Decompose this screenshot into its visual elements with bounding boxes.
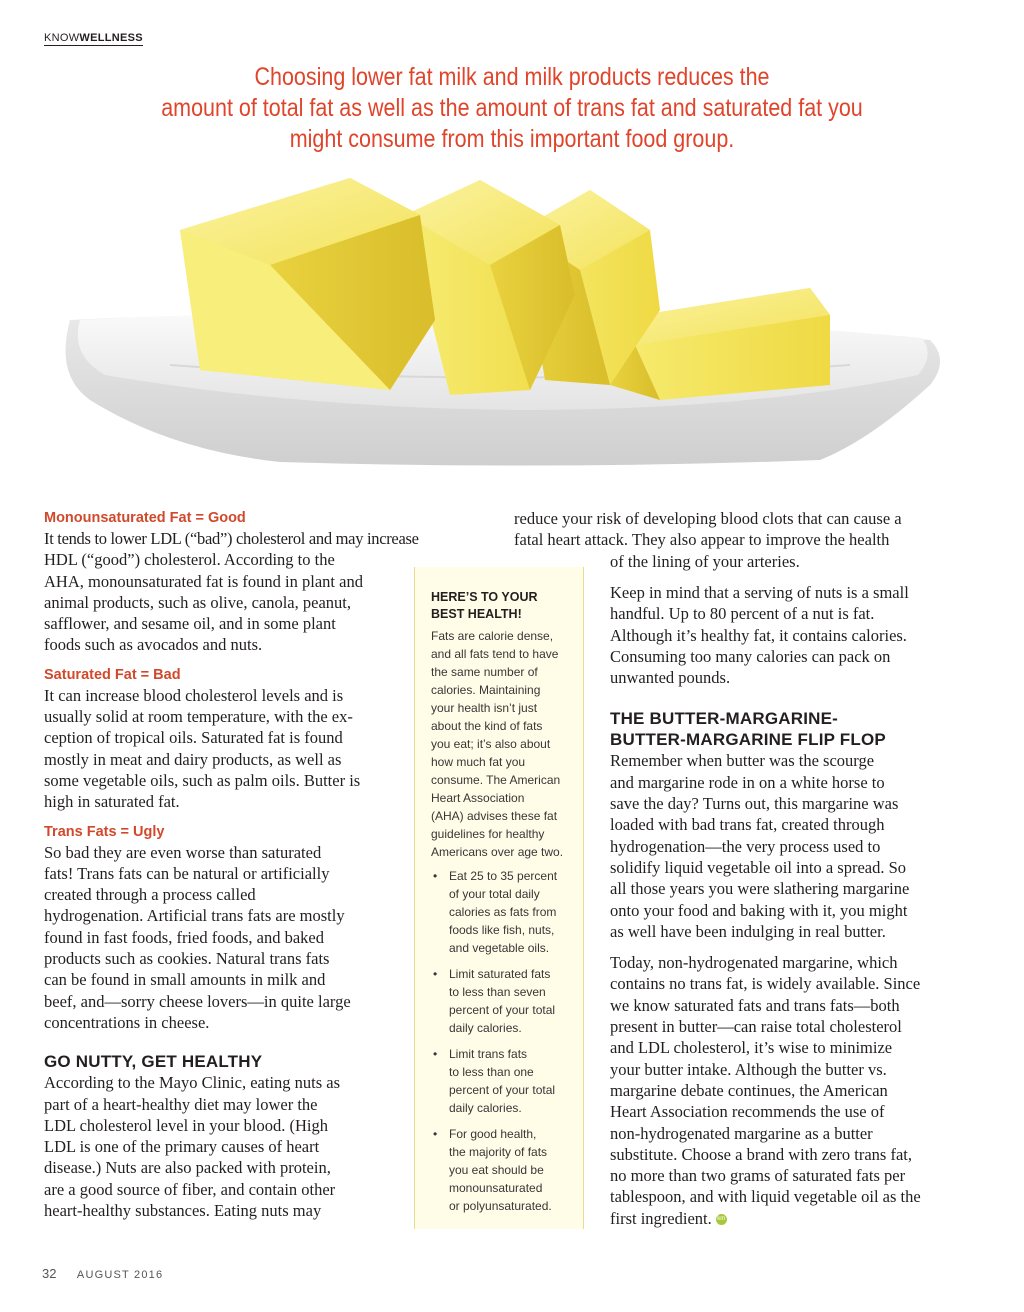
text-line: products such as cookies. Natural trans fats — [44, 949, 330, 969]
pull-quote — [158, 62, 867, 155]
text-line: calories. Maintaining — [431, 683, 541, 697]
text-line: to less than one — [449, 1065, 534, 1079]
text-line: usually solid at room temperature, with the ex- — [44, 707, 353, 727]
text-line: daily calories. — [449, 1021, 522, 1035]
text-line: safflower, and sesame oil, and in some plant — [44, 614, 336, 634]
text-line: animal products, such as olive, canola, peanut, — [44, 592, 351, 612]
text-line: onto your food and baking with it, you might — [610, 900, 908, 920]
sidebar-title — [431, 589, 573, 623]
bullet-icon: • — [433, 1047, 438, 1061]
text-line: some vegetable oils, such as palm oils. Butter is — [44, 770, 361, 790]
text-line: you eat; it’s also about — [431, 737, 551, 751]
text-line: reduce your risk of developing blood clots that can cause a — [514, 509, 902, 528]
right-column-top — [514, 508, 964, 572]
sidebar-intro — [431, 627, 573, 861]
heading-line: THE BUTTER-MARGARINE- — [610, 709, 839, 729]
text-line: guidelines for healthy — [431, 827, 545, 841]
bullet-icon: • — [433, 967, 438, 981]
text-line: daily calories. — [449, 1101, 522, 1115]
brand-part-wellness: WELLNESS — [79, 32, 143, 44]
text-line: or polyunsaturated. — [449, 1199, 552, 1213]
text-line: unwanted pounds. — [610, 668, 731, 688]
text-line: you eat should be — [449, 1163, 544, 1177]
text-line: present in butter—can raise total cholesterol — [610, 1017, 902, 1037]
issue-date: AUGUST 2016 — [76, 1269, 164, 1281]
text-line: and all fats tend to have — [431, 647, 559, 661]
sidebar-title-line: BEST HEALTH! — [431, 607, 522, 621]
text-line: the majority of fats — [449, 1145, 548, 1159]
text-line: part of a heart-healthy diet may lower the — [44, 1094, 318, 1114]
text-line: Americans over age two. — [431, 845, 564, 859]
text-line: concentrations in cheese. — [44, 1012, 210, 1032]
text-line: HDL (“good”) cholesterol. According to the — [44, 550, 335, 570]
right-column — [610, 582, 970, 1229]
text-line: AHA, monounsaturated fat is found in plant and — [44, 571, 363, 591]
trans-heading: Trans Fats = Ugly — [44, 823, 165, 840]
text-line: hydrogenation. Artificial trans fats are mostly — [44, 906, 345, 926]
text-line: substitute. Choose a brand with zero trans fat, — [610, 1144, 912, 1164]
health-sidebar — [414, 567, 584, 1229]
section-brand — [44, 32, 143, 46]
text-line: It tends to lower LDL (“bad”) cholesterol and may increase — [44, 529, 419, 548]
sidebar-title-line: HERE’S TO YOUR — [431, 590, 538, 604]
text-line: fatal heart attack. They also appear to improve the health — [514, 530, 890, 550]
text-line: Remember when butter was the scourge — [610, 751, 875, 771]
pull-quote-line: Choosing lower fat milk and milk products reduces the — [254, 63, 770, 91]
text-line: tablespoon, and with liquid vegetable oil as the — [610, 1187, 921, 1207]
text-line: Consuming too many calories can pack on — [610, 646, 891, 666]
text-line: we know saturated fats and trans fats—both — [610, 995, 900, 1015]
text-line: found in fast foods, fried foods, and baked — [44, 927, 324, 947]
text-line: how much fat you — [431, 755, 526, 769]
text-line: heart-healthy substances. Eating nuts may — [44, 1201, 322, 1221]
text-line: (AHA) advises these fat — [431, 809, 558, 823]
list-item — [431, 1125, 573, 1215]
sidebar-guideline-list — [431, 867, 573, 1215]
page-footer — [42, 1265, 163, 1283]
text-line: high in saturated fat. — [44, 792, 180, 812]
bullet-icon: • — [433, 1127, 438, 1141]
text-line: of the lining of your arteries. — [610, 551, 800, 571]
heading-line: BUTTER-MARGARINE FLIP FLOP — [610, 730, 886, 750]
text-line: According to the Mayo Clinic, eating nuts as — [44, 1073, 341, 1093]
text-line: monounsaturated — [449, 1181, 543, 1195]
text-line: ception of tropical oils. Saturated fat is found — [44, 728, 343, 748]
text-line: and vegetable oils. — [449, 941, 550, 955]
text-line: handful. Up to 80 percent of a nut is fat. — [610, 604, 875, 624]
text-line — [610, 1208, 970, 1229]
butter-dish-image — [50, 170, 950, 475]
text-line: can be found in small amounts in milk and — [44, 970, 326, 990]
text-line: to less than seven — [449, 985, 546, 999]
text-line: margarine debate continues, the American — [610, 1080, 888, 1100]
butter-photo — [50, 170, 950, 475]
text-line: and margarine rode in on a white horse to — [610, 772, 885, 792]
list-item — [431, 1045, 573, 1117]
text-line: about the kind of fats — [431, 719, 543, 733]
mono-paragraph — [44, 528, 474, 656]
text-line: no more than two grams of saturated fats per — [610, 1166, 906, 1186]
text-line: Heart Association recommends the use of — [610, 1102, 885, 1122]
end-mark-icon: km — [716, 1214, 727, 1225]
flip-flop-heading — [610, 708, 970, 750]
nutty-heading: GO NUTTY, GET HEALTHY — [44, 1052, 263, 1072]
bullet-icon: • — [433, 869, 438, 883]
list-item — [431, 867, 573, 957]
text-line: So bad they are even worse than saturated — [44, 842, 322, 862]
text-line: of your total daily — [449, 887, 540, 901]
text-line: Limit trans fats — [449, 1047, 528, 1061]
text-line: loaded with bad trans fat, created through — [610, 815, 885, 835]
text-line: disease.) Nuts are also packed with protein, — [44, 1158, 331, 1178]
left-column — [44, 508, 474, 1221]
text-line: foods such as avocados and nuts. — [44, 635, 263, 655]
text-line: foods like fish, nuts, — [449, 923, 555, 937]
text-line: Today, non-hydrogenated margarine, which — [610, 953, 898, 973]
text-line: created through a process called — [44, 885, 256, 905]
text-line: save the day? Turns out, this margarine was — [610, 794, 899, 814]
today-paragraph — [610, 952, 970, 1229]
pull-quote-line: might consume from this important food group. — [289, 125, 735, 153]
text-line: beef, and—sorry cheese lovers—in quite large — [44, 991, 351, 1011]
text-line: fats! Trans fats can be natural or artificially — [44, 863, 330, 883]
page-number: 32 — [42, 1266, 57, 1281]
text-line: calories as fats from — [449, 905, 557, 919]
trans-paragraph — [44, 842, 474, 1034]
sat-heading: Saturated Fat = Bad — [44, 666, 181, 683]
text-line: all those years you were slathering margarine — [610, 879, 910, 899]
text-line: your health isn’t just — [431, 701, 538, 715]
text-line: Heart Association — [431, 791, 525, 805]
text-line: It can increase blood cholesterol levels and is — [44, 685, 344, 705]
text-line: the same number of — [431, 665, 538, 679]
text-line: For good health, — [449, 1127, 537, 1141]
text-line: Keep in mind that a serving of nuts is a small — [610, 583, 909, 602]
text-line: contains no trans fat, is widely available. Since — [610, 974, 921, 994]
text-line: percent of your total — [449, 1003, 556, 1017]
text-line: Limit saturated fats — [449, 967, 551, 981]
text-line: and LDL cholesterol, it’s wise to minimize — [610, 1038, 893, 1058]
text-line: non-hydrogenated margarine as a butter — [610, 1123, 873, 1143]
last-line: first ingredient. — [610, 1208, 712, 1228]
brand-part-know: KNOW — [44, 32, 80, 44]
nutty-paragraph — [44, 1072, 474, 1221]
pull-quote-line: amount of total fat as well as the amount of trans fat and saturated fat you — [161, 94, 863, 122]
text-line: LDL is one of the primary causes of heart — [44, 1137, 320, 1157]
mono-heading: Monounsaturated Fat = Good — [44, 510, 246, 526]
flip-flop-paragraph — [610, 750, 970, 942]
text-line: Fats are calorie dense, — [431, 629, 554, 643]
text-line: are a good source of fiber, and contain other — [44, 1179, 336, 1199]
text-line: percent of your total — [449, 1083, 556, 1097]
text-line: consume. The American — [431, 773, 561, 787]
text-line: as well have been indulging in real butter. — [610, 921, 886, 941]
text-line: LDL cholesterol level in your blood. (High — [44, 1115, 328, 1135]
list-item — [431, 965, 573, 1037]
text-line: your butter intake. Although the butter vs. — [610, 1059, 887, 1079]
nuts-paragraph — [610, 582, 970, 688]
text-line: Eat 25 to 35 percent — [449, 869, 558, 883]
sat-paragraph — [44, 685, 474, 813]
text-line: Although it’s healthy fat, it contains calories. — [610, 625, 907, 645]
text-line: hydrogenation—the very process used to — [610, 836, 881, 856]
text-line: mostly in meat and dairy products, as well as — [44, 749, 342, 769]
text-line: solidify liquid vegetable oil into a spread. So — [610, 857, 907, 877]
